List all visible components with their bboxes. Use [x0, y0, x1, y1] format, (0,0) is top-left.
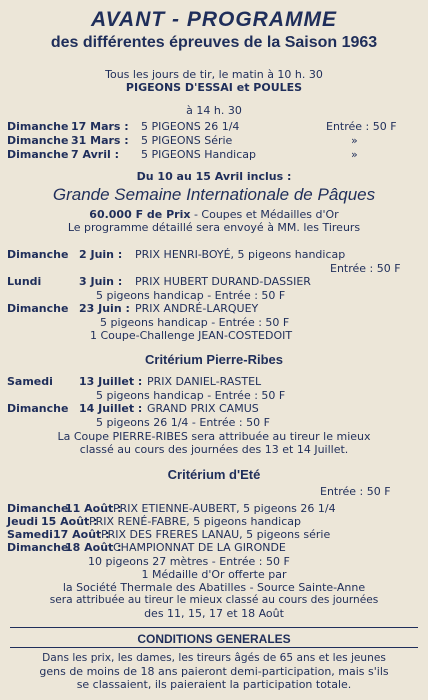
- row-date: 3 Juin :: [79, 275, 123, 288]
- easter-prize-rest: - Coupes et Médailles d'Or: [193, 208, 339, 221]
- page-title: AVANT - PROGRAMME: [90, 8, 338, 31]
- event-row: [7, 515, 301, 528]
- row-text: PRIX HENRI-BOYÉ, 5 pigeons handicap: [135, 248, 346, 261]
- event-row: [7, 541, 286, 554]
- row-text: CHAMPIONNAT DE LA GIRONDE: [113, 541, 286, 554]
- row-date: 18 Août :: [65, 541, 122, 554]
- conditions-line: Dans les prix, les dames, les tireurs âgés de 65 ans et les jeunes: [42, 652, 386, 664]
- row-text: PRIX ETIENNE-AUBERT, 5 pigeons 26 1/4: [113, 502, 336, 515]
- conditions-line: se classaient, ils paieraient la participation totale.: [76, 678, 352, 691]
- row-date: 31 Mars :: [71, 134, 129, 147]
- event-row: [7, 375, 261, 388]
- medal-line: la Société Thermale des Abatilles - Source Sainte-Anne: [62, 581, 366, 594]
- row-day: Dimanche: [7, 402, 69, 415]
- medal-line: 1 Médaille d'Or offerte par: [141, 568, 287, 581]
- row-date: 14 Juillet :: [79, 402, 143, 415]
- row-sub: 5 pigeons 26 1/4 - Entrée : 50 F: [96, 416, 270, 429]
- divider: [10, 647, 418, 648]
- page-subtitle: des différentes épreuves de la Saison 1963: [50, 34, 378, 51]
- ete-fee: Entrée : 50 F: [320, 485, 391, 498]
- row-day: Samedi: [7, 528, 53, 541]
- row-day: Dimanche: [7, 120, 69, 133]
- row-sub: 10 pigeons 27 mètres - Entrée : 50 F: [88, 555, 290, 568]
- afternoon-time: à 14 h. 30: [186, 104, 242, 117]
- row-text: PRIX RENÉ-FABRE, 5 pigeons handicap: [89, 515, 301, 528]
- section-title-ribes: Critérium Pierre-Ribes: [145, 352, 283, 367]
- row-event: 5 PIGEONS Handicap: [141, 148, 257, 161]
- row-fee: »: [351, 134, 358, 147]
- row-date: 17 Août :: [53, 528, 110, 541]
- event-row: [7, 528, 330, 541]
- row-date: 23 Juin :: [79, 302, 130, 315]
- row-day: Dimanche: [7, 541, 69, 554]
- ribes-note: classé au cours des journées des 13 et 14 Juillet.: [79, 443, 349, 456]
- row-day: Samedi: [7, 375, 53, 388]
- row-day: Dimanche: [7, 134, 69, 147]
- row-day: Dimanche: [7, 148, 69, 161]
- row-extra: 1 Coupe-Challenge JEAN-COSTEDOIT: [90, 329, 293, 342]
- row-date: 15 Août :: [41, 515, 98, 528]
- row-event: 5 PIGEONS 26 1/4: [141, 120, 240, 133]
- easter-title: Grande Semaine Internationale de Pâques: [52, 185, 376, 204]
- row-date: 13 Juillet :: [79, 375, 143, 388]
- row-sub: 5 pigeons handicap - Entrée : 50 F: [100, 316, 290, 329]
- event-row: [7, 302, 258, 315]
- row-day: Dimanche: [7, 302, 69, 315]
- event-row: [7, 402, 259, 415]
- medal-line: des 11, 15, 17 et 18 Août: [144, 607, 284, 620]
- row-day: Jeudi: [7, 515, 39, 528]
- row-date: 11 Août :: [65, 502, 122, 515]
- medal-line: sera attribuée au tireur le mieux classé au cours des journées: [49, 594, 379, 606]
- row-date: 17 Mars :: [71, 120, 129, 133]
- row-text: PRIX ANDRÉ-LARQUEY: [135, 302, 259, 315]
- ribes-note: La Coupe PIERRE-RIBES sera attribuée au tireur le mieux: [57, 430, 371, 443]
- schedule-row: [7, 148, 358, 161]
- row-day: Lundi: [7, 275, 42, 288]
- easter-note: Le programme détaillé sera envoyé à MM. les Tireurs: [67, 221, 361, 234]
- easter-prize-line: [0, 208, 428, 221]
- schedule-row: [7, 120, 397, 133]
- row-text: PRIX DES FRERES LANAU, 5 pigeons série: [101, 528, 331, 541]
- event-row: [7, 275, 311, 288]
- daily-pigeons: PIGEONS D'ESSAI et POULES: [125, 81, 303, 94]
- row-date: 2 Juin :: [79, 248, 123, 261]
- row-fee: Entrée : 50 F: [326, 120, 397, 133]
- row-event: 5 PIGEONS Série: [141, 134, 233, 147]
- row-text: PRIX DANIEL-RASTEL: [147, 375, 262, 388]
- event-row: [7, 248, 345, 261]
- row-text: PRIX HUBERT DURAND-DASSIER: [135, 275, 311, 288]
- row-fee: »: [351, 148, 358, 161]
- easter-dates: Du 10 au 15 Avril inclus :: [136, 170, 292, 183]
- daily-line: Tous les jours de tir, le matin à 10 h. 30: [105, 68, 323, 81]
- row-sub: 5 pigeons handicap - Entrée : 50 F: [96, 389, 286, 402]
- conditions-line: gens de moins de 18 ans paieront demi-participation, mais s'ils: [39, 665, 389, 678]
- section-title-ete: Critérium d'Eté: [167, 467, 261, 482]
- schedule-row: [7, 134, 358, 147]
- row-day: Dimanche: [7, 248, 69, 261]
- divider: [10, 627, 418, 628]
- row-date: 7 Avril :: [71, 148, 119, 161]
- event-row: [7, 502, 336, 515]
- easter-prize: 60.000 F de Prix: [89, 208, 191, 221]
- row-sub: 5 pigeons handicap - Entrée : 50 F: [96, 289, 286, 302]
- conditions-title: CONDITIONS GENERALES: [137, 632, 291, 646]
- row-text: GRAND PRIX CAMUS: [147, 402, 259, 415]
- row-day: Dimanche: [7, 502, 69, 515]
- row-fee: Entrée : 50 F: [330, 262, 401, 275]
